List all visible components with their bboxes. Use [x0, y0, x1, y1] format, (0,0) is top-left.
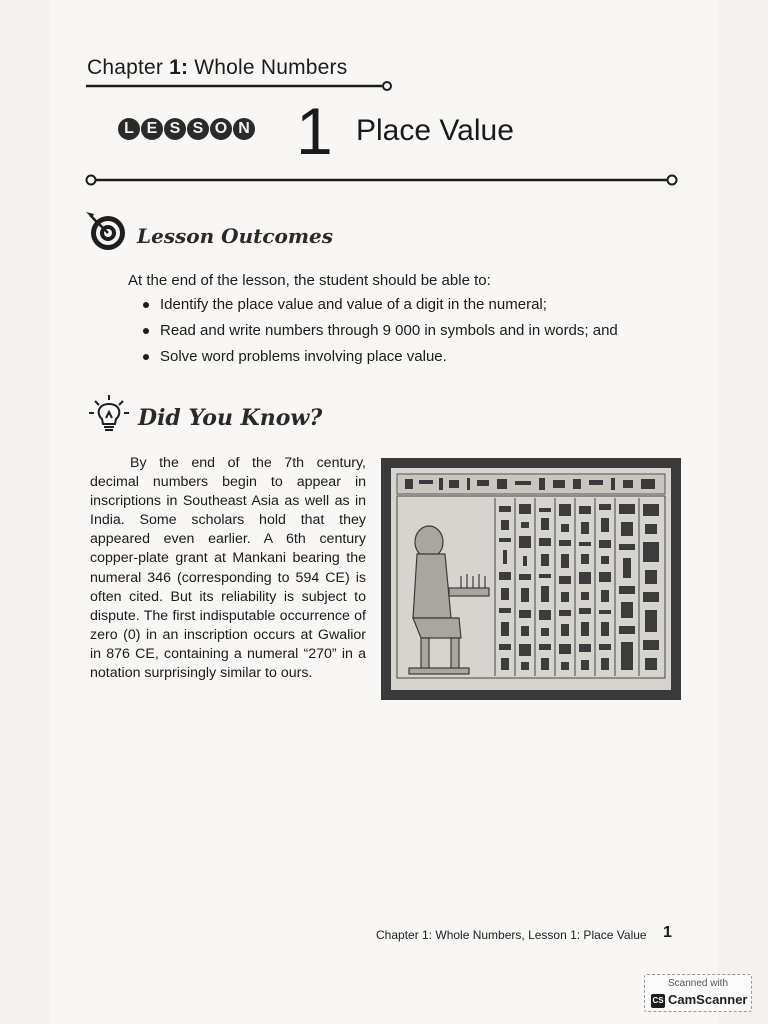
lesson-letter: S	[164, 118, 186, 140]
list-item: Read and write numbers through 9 000 in symbols and in words; and	[140, 318, 680, 344]
camscanner-badge	[644, 974, 752, 1012]
lesson-word	[118, 118, 255, 140]
lesson-letter: S	[187, 118, 209, 140]
lesson-letter: E	[141, 118, 163, 140]
did-you-know-text: By the end of the 7th century, decimal numbers begin to appear in inscriptions in Southeast Asia as well as in India. Some scholars hold that they appeared even earlier. A 6th century copper-plate grant at Mankani bearing the numeral 346 (corresponding to 594 CE) is often cited. But its reliability is subject to dispute. The first indisputable occurrence of zero (0) in an inscription occurs at Gwalior in 876 CE, containing a numeral “270” in a notation surprisingly similar to ours.	[90, 455, 366, 682]
chapter-heading	[87, 56, 347, 80]
lesson-outcomes-heading: Lesson Outcomes	[137, 224, 334, 248]
badge-caption: Scanned with	[667, 978, 729, 989]
list-item: Solve word problems involving place value.	[140, 344, 680, 370]
outcomes-intro: At the end of the lesson, the student should be able to:	[128, 272, 491, 289]
chapter-number: 1:	[169, 56, 189, 79]
chapter-underline	[86, 80, 396, 92]
running-footer: Chapter 1: Whole Numbers, Lesson 1: Place Value	[376, 928, 647, 942]
outcomes-list	[140, 292, 680, 370]
badge-app-name: CamScanner	[668, 992, 748, 1007]
lesson-number: 1	[296, 94, 333, 168]
chapter-prefix: Chapter	[87, 56, 170, 79]
target-icon	[84, 208, 130, 254]
lesson-letter: N	[233, 118, 255, 140]
lightbulb-icon	[86, 392, 132, 438]
hieroglyph-relief-illustration	[391, 468, 671, 690]
camscanner-logo-icon: CS	[651, 994, 665, 1008]
chapter-name: Whole Numbers	[188, 56, 348, 79]
did-you-know-heading: Did You Know?	[138, 405, 323, 431]
lesson-divider	[84, 173, 684, 187]
egyptian-inscription-image	[381, 458, 681, 700]
lesson-title: Place Value	[356, 114, 514, 147]
lesson-letter: L	[118, 118, 140, 140]
list-item: Identify the place value and value of a digit in the numeral;	[140, 292, 680, 318]
page-number: 1	[663, 924, 672, 941]
lesson-letter: O	[210, 118, 232, 140]
